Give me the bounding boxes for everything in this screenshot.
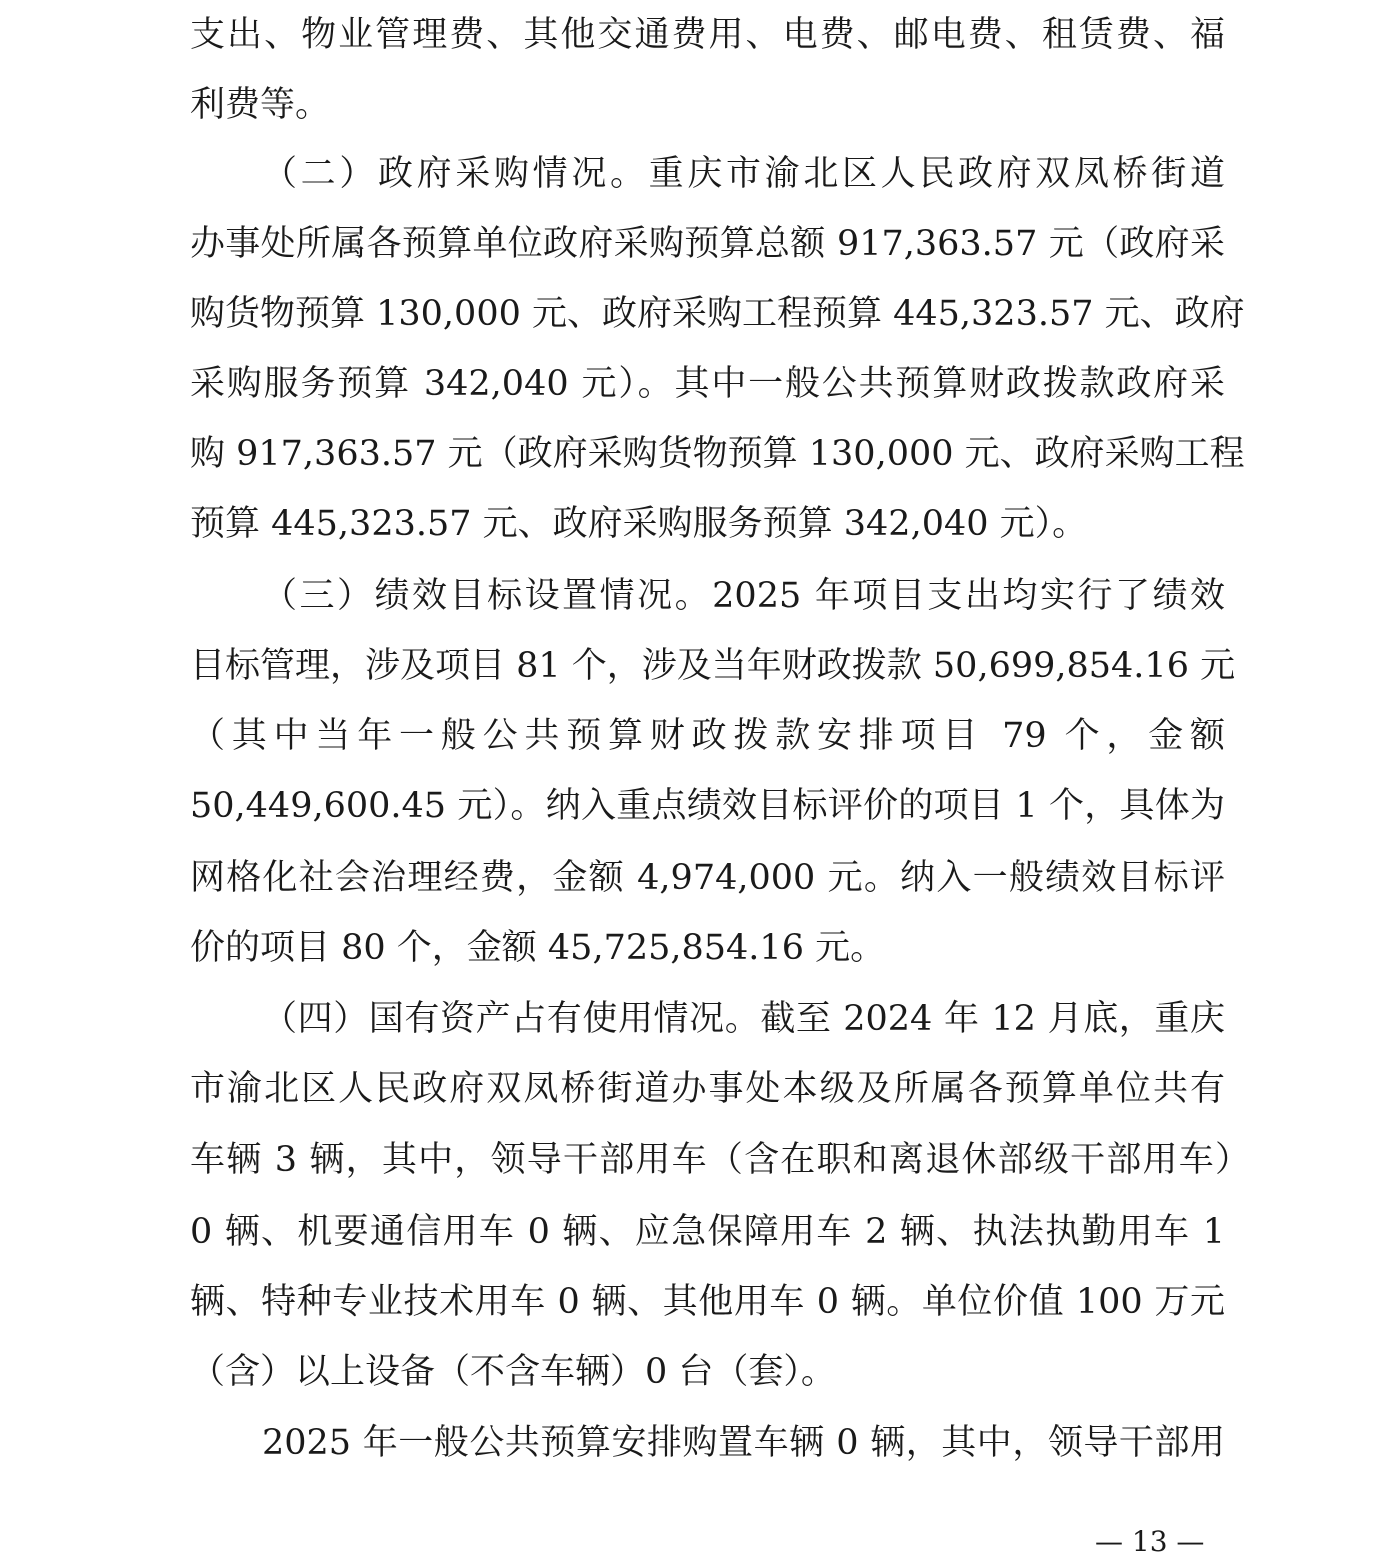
section-heading-assets: （四）国有资产占有使用情况。 (262, 999, 761, 1039)
page-number: — 13 — (1095, 1525, 1205, 1558)
text-line: 市渝北区人民政府双凤桥街道办事处本级及所属各预算单位共有 (190, 1069, 1225, 1109)
text-line: 利费等。 (190, 85, 331, 125)
text-line: （含）以上设备（不含车辆）0 台（套）。 (190, 1352, 836, 1392)
section-four-line (262, 994, 1225, 1044)
text-line: 目标管理，涉及项目 81 个，涉及当年财政拨款 50,699,854.16 元 (190, 646, 1236, 686)
text-line: 预算 445,323.57 元、政府采购服务预算 342,040 元）。 (190, 504, 1088, 544)
text-line: 支出、物业管理费、其他交通费用、电费、邮电费、租赁费、福 (190, 15, 1225, 55)
section-two-line (262, 149, 1225, 199)
text-line: 2025 年一般公共预算安排购置车辆 0 辆，其中，领导干部用 (262, 1423, 1225, 1463)
text-line: 50,449,600.45 元）。纳入重点绩效目标评价的项目 1 个，具体为 (190, 786, 1225, 826)
section-heading-procurement: （二）政府采购情况。 (262, 154, 649, 194)
text-fragment: 截至 2024 年 12 月底，重庆 (760, 999, 1225, 1039)
text-fragment: 重庆市渝北区人民政府双凤桥街道 (648, 154, 1225, 194)
text-line: 购货物预算 130,000 元、政府采购工程预算 445,323.57 元、政府 (190, 294, 1245, 334)
text-line: 辆、特种专业技术用车 0 辆、其他用车 0 辆。单位价值 100 万元 (190, 1282, 1225, 1322)
section-three-line (262, 571, 1225, 621)
text-line: 采购服务预算 342,040 元）。其中一般公共预算财政拨款政府采 (190, 364, 1225, 404)
text-fragment: 2025 年项目支出均实行了绩效 (712, 576, 1225, 616)
section-heading-performance: （三）绩效目标设置情况。 (262, 576, 713, 616)
text-line: 车辆 3 辆，其中，领导干部用车（含在职和离退休部级干部用车） (190, 1140, 1250, 1180)
text-line: 价的项目 80 个，金额 45,725,854.16 元。 (190, 928, 886, 968)
text-line: （其中当年一般公共预算财政拨款安排项目 79 个，金额 (190, 716, 1225, 756)
text-line: 办事处所属各预算单位政府采购预算总额 917,363.57 元（政府采 (190, 224, 1225, 264)
text-line: 购 917,363.57 元（政府采购货物预算 130,000 元、政府采购工程 (190, 434, 1245, 474)
text-line: 网格化社会治理经费，金额 4,974,000 元。纳入一般绩效目标评 (190, 858, 1225, 898)
text-line: 0 辆、机要通信用车 0 辆、应急保障用车 2 辆、执法执勤用车 1 (190, 1212, 1225, 1252)
